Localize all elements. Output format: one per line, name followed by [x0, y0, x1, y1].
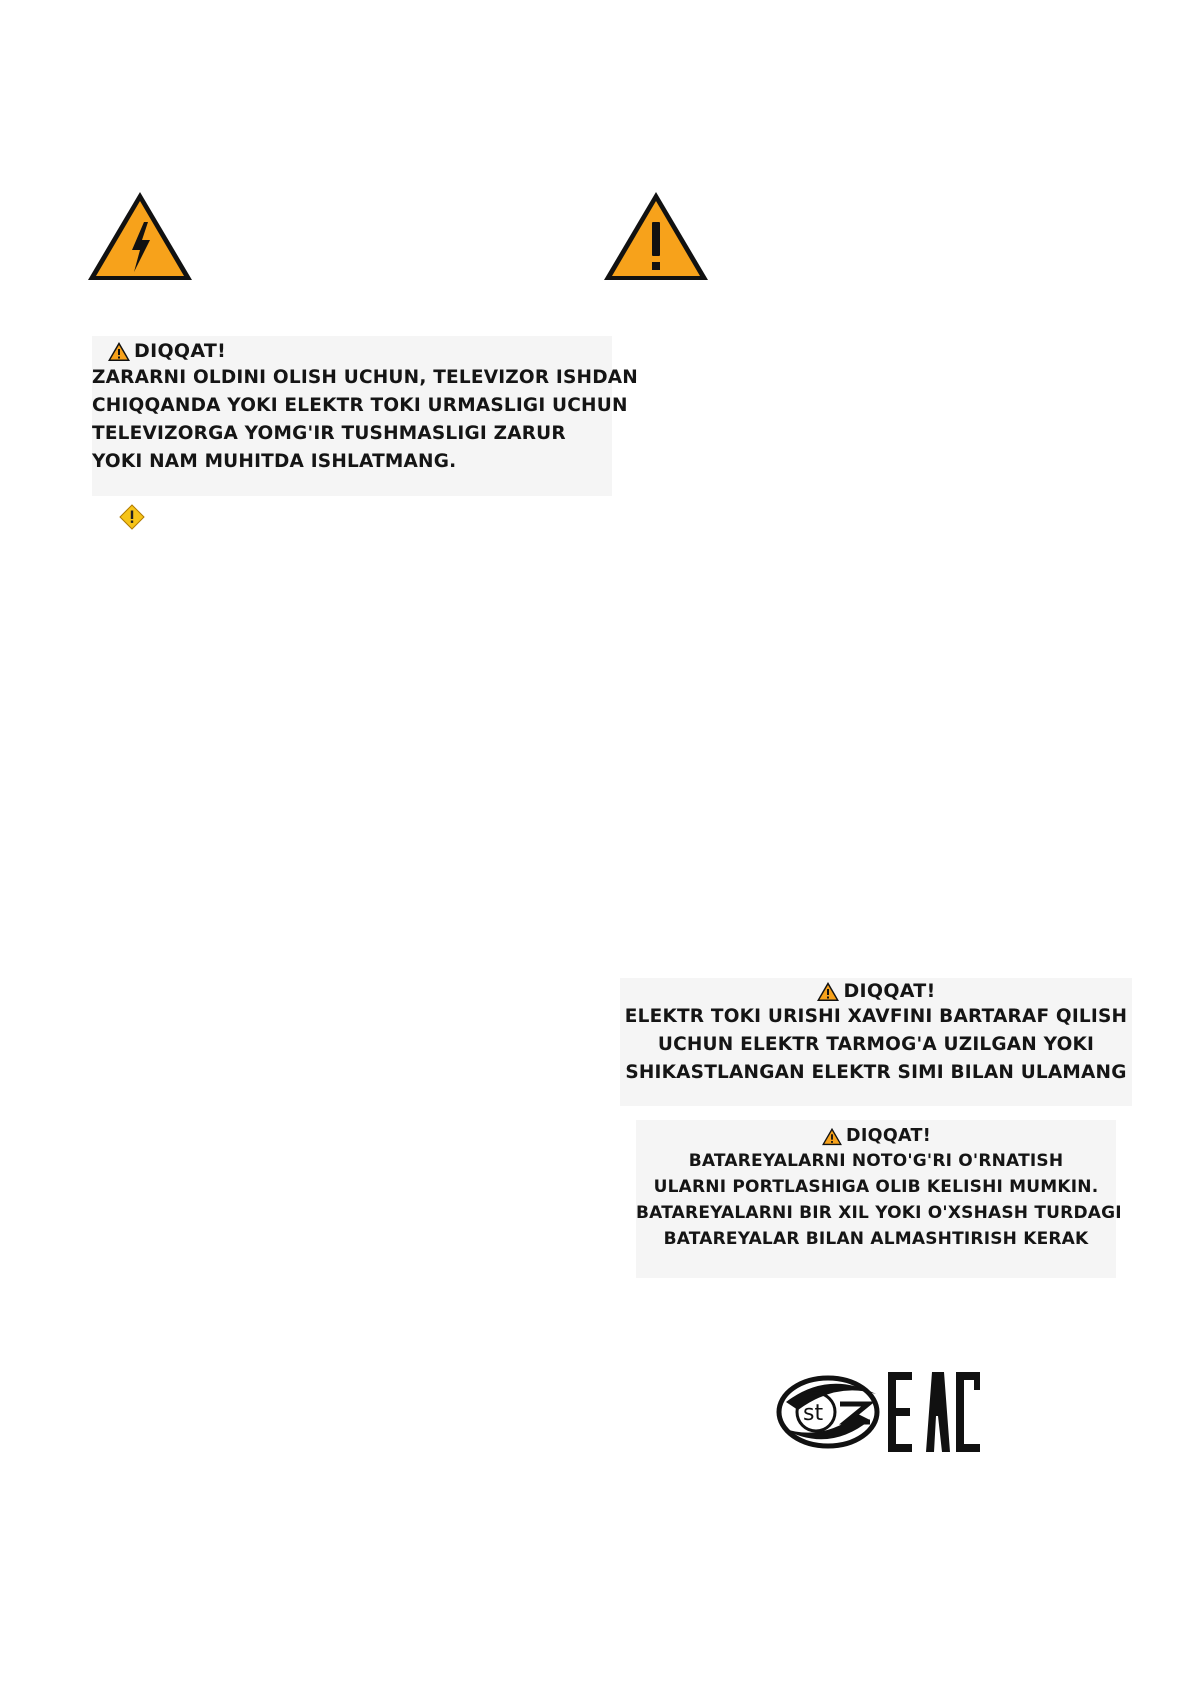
electric-shock-warning-icon — [84, 188, 196, 284]
warning-line: SHIKASTLANGAN ELEKTR SIMI BILAN ULAMANG — [625, 1062, 1127, 1083]
warning-triangle-icon — [821, 1127, 843, 1146]
warning-triangle-icon — [816, 981, 840, 1002]
warning-box-moisture — [92, 336, 638, 496]
warning-line: ELEKTR TOKI URISHI XAVFINI BARTARAF QILISH — [624, 1006, 1128, 1027]
warning-line: YOKI NAM MUHITDA ISHLATMANG. — [92, 451, 457, 472]
warning-heading-text: DIQQAT! — [134, 340, 227, 362]
warning-line: TELEVIZORGA YOMG'IR TUSHMASLIGI ZARUR — [92, 423, 566, 444]
warning-heading — [107, 340, 612, 362]
certification-marks — [776, 1364, 986, 1460]
warning-heading — [636, 1126, 1116, 1146]
warning-box-batteries — [636, 1120, 1122, 1278]
warning-box-power-cord — [620, 978, 1132, 1106]
warning-triangle-icon — [107, 341, 131, 362]
caution-diamond-icon — [119, 504, 145, 530]
warning-heading-text: DIQQAT! — [846, 1126, 931, 1146]
warning-line: ULARNI PORTLASHIGA OLIB KELISHI MUMKIN. — [653, 1177, 1099, 1197]
warning-line: BATAREYALARNI NOTO'G'RI O'RNATISH — [688, 1151, 1064, 1171]
general-warning-icon — [600, 188, 712, 284]
warning-line: BATAREYALAR BILAN ALMASHTIRISH KERAK — [663, 1229, 1089, 1249]
warning-line: CHIQQANDA YOKI ELEKTR TOKI URMASLIGI UCHUN — [92, 395, 628, 416]
warning-line: BATAREYALARNI BIR XIL YOKI O'XSHASH TURDAGI — [636, 1203, 1122, 1223]
warning-heading-text: DIQQAT! — [843, 980, 936, 1002]
warning-heading — [620, 980, 1132, 1002]
stz-certification-mark — [779, 1378, 877, 1446]
warning-line: ZARARNI OLDINI OLISH UCHUN, TELEVIZOR ISHDAN — [92, 367, 638, 388]
warning-line: UCHUN ELEKTR TARMOG'A UZILGAN YOKI — [657, 1034, 1095, 1055]
stz-text: st — [803, 1401, 824, 1426]
eac-certification-mark — [888, 1372, 980, 1452]
